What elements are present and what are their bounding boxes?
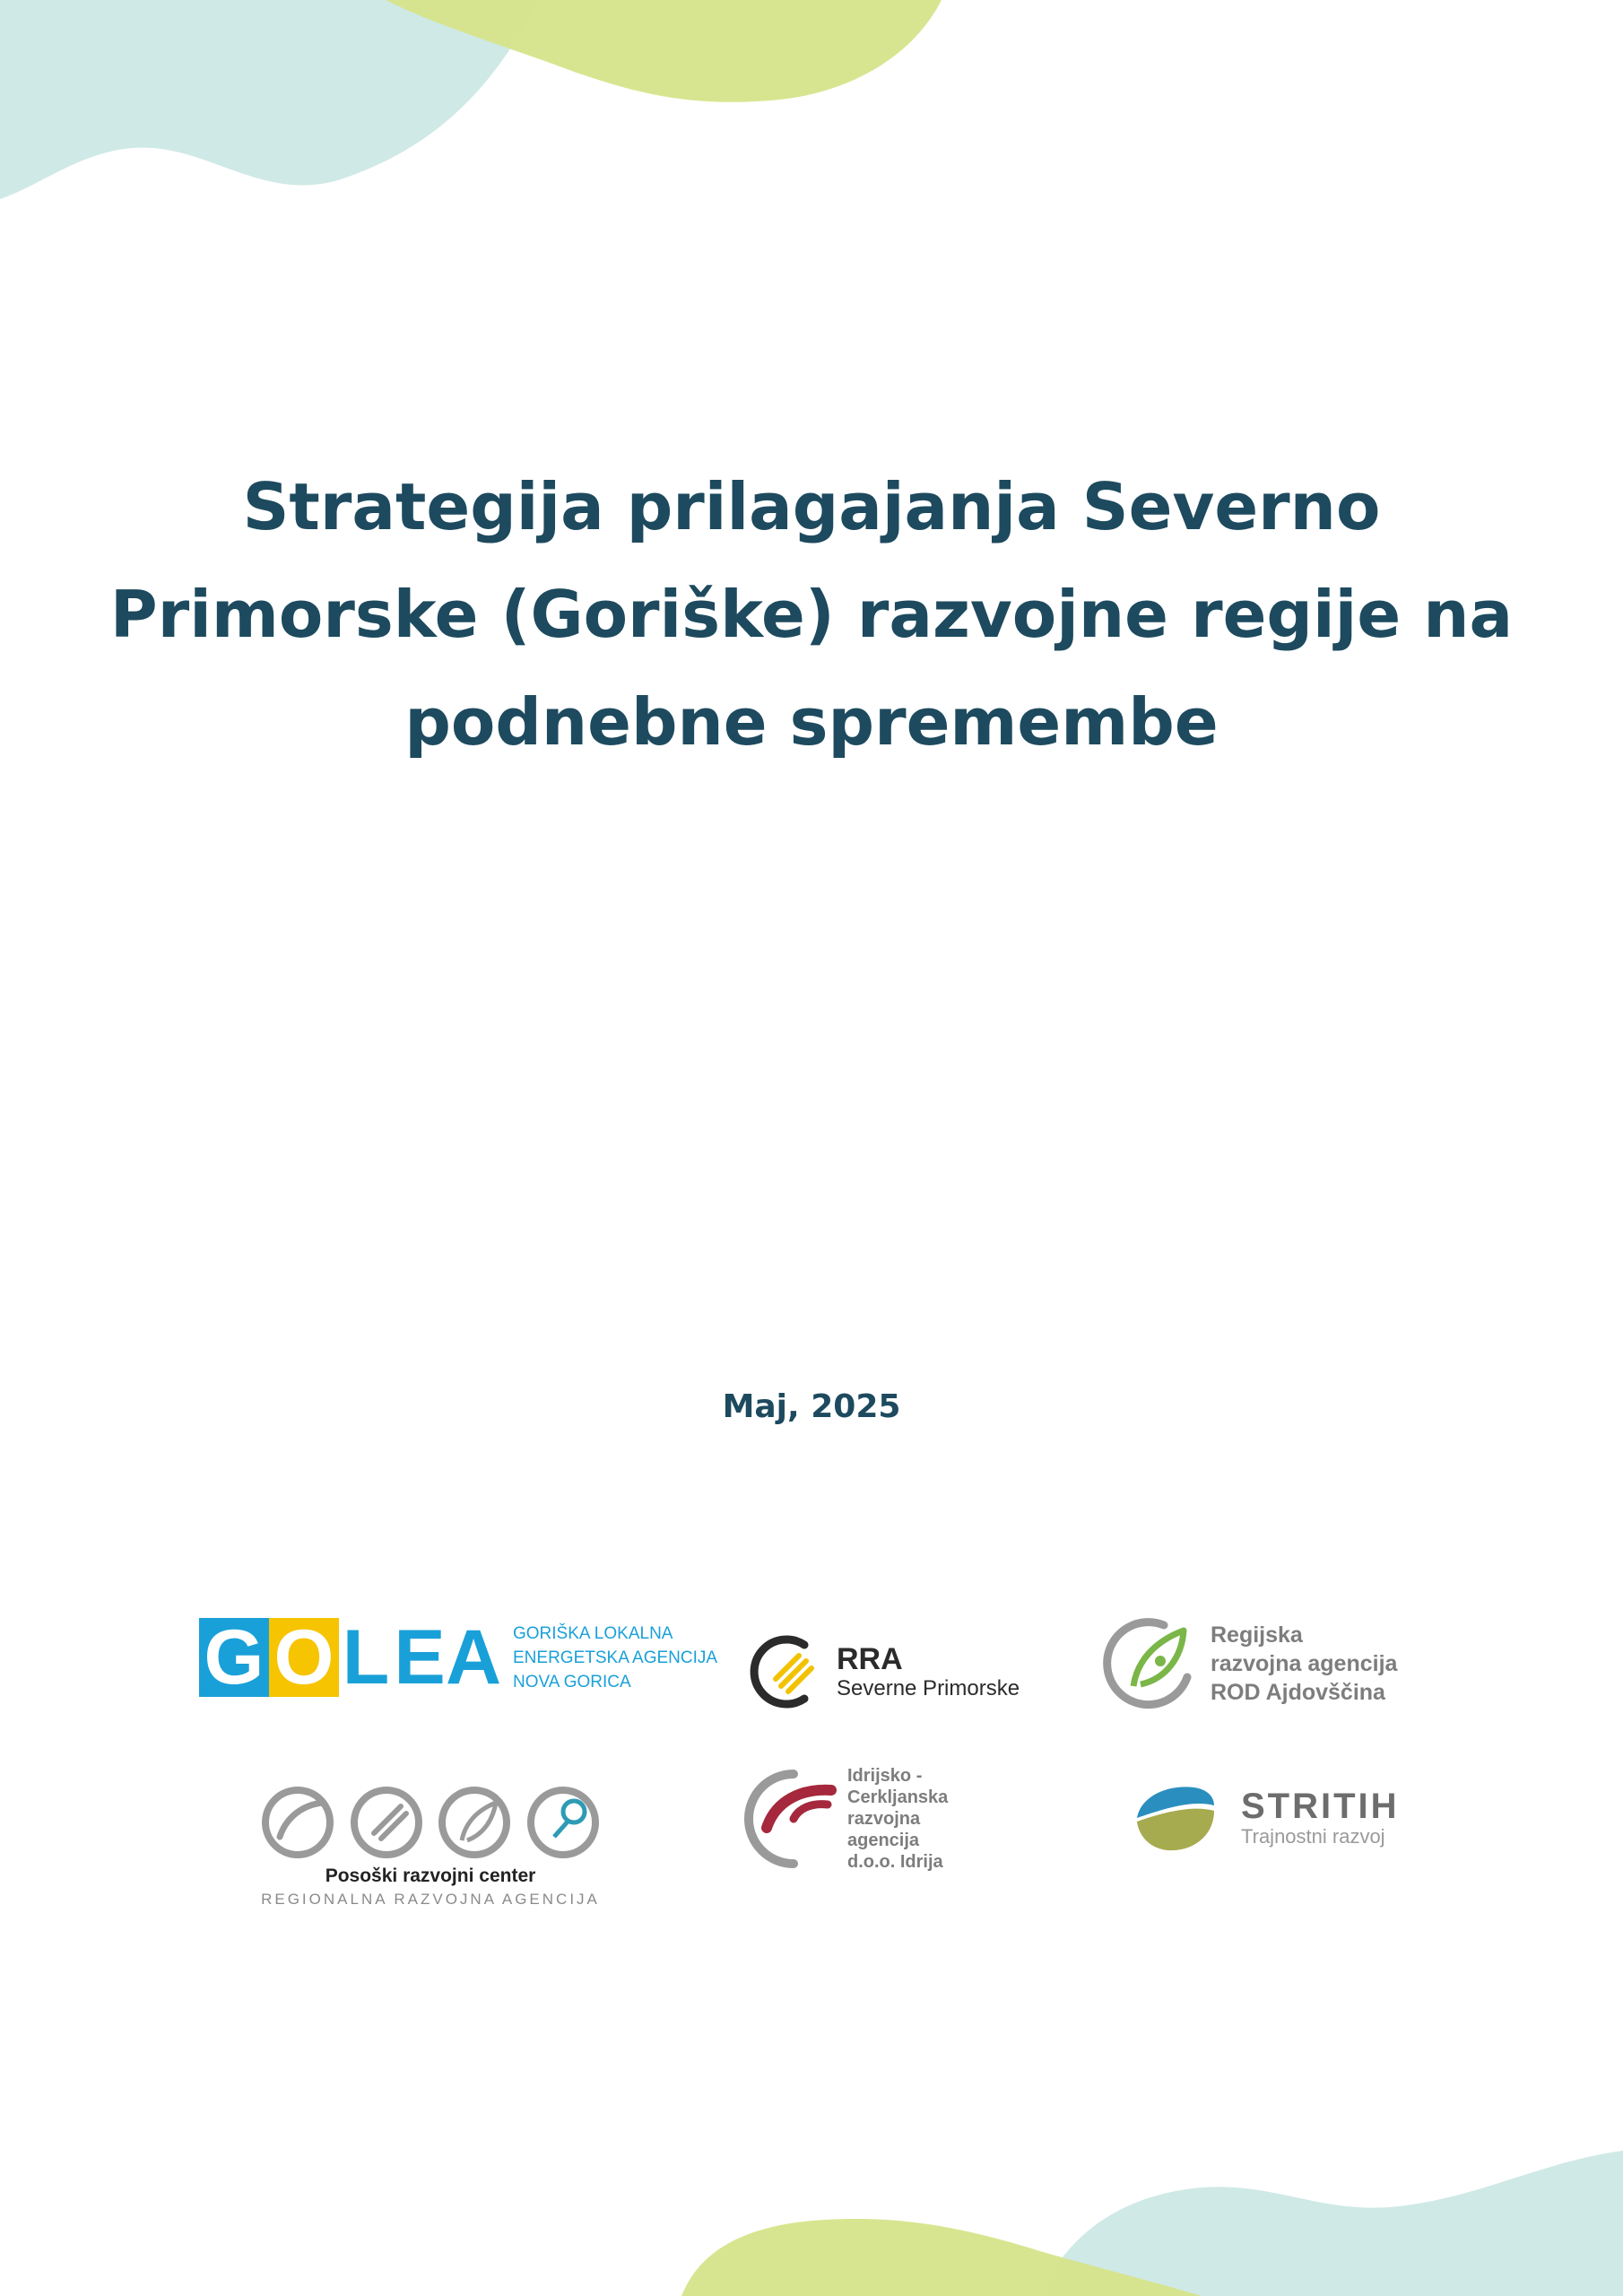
golea-sub-line-2: ENERGETSKA AGENCIJA [513,1648,718,1667]
rod-logo [1101,1614,1397,1713]
idrija-line-2: Cerkljanska [847,1787,949,1807]
stritih-text [1241,1787,1400,1848]
rod-line-3: ROD Ajdovščina [1211,1680,1385,1705]
idrija-line-4: agencija [847,1831,920,1850]
stritih-subtitle: Trajnostni razvoj [1241,1825,1385,1848]
golea-letter-l: L [342,1614,390,1700]
golea-letter-a: A [445,1614,502,1700]
rra-emblem-icon [749,1632,828,1711]
document-title [0,453,1623,776]
bottom-wave-decoration [0,2117,1623,2296]
document-date: Maj, 2025 [722,1388,901,1425]
pososki-emblem-2-icon [349,1785,424,1860]
golea-letter-g: G [199,1618,269,1697]
golea-logo [199,1616,717,1699]
top-wave-decoration [0,0,986,206]
rra-subtitle: Severne Primorske [837,1676,1020,1700]
golea-letter-e: E [394,1614,446,1700]
golea-sub-line-3: NOVA GORICA [513,1672,631,1692]
bottom-teal-wave [1040,2151,1623,2296]
stritih-emblem-icon [1132,1780,1218,1856]
stritih-name: STRITIH [1241,1787,1400,1826]
rra-text [837,1642,1020,1701]
golea-subtitle [513,1622,717,1694]
pososki-logo [260,1785,601,1909]
title-line-3: podnebne spremembe [404,684,1219,760]
pososki-emblem-4-icon [525,1785,601,1860]
idrija-emblem-icon [731,1765,838,1873]
rra-name: RRA [837,1642,903,1676]
title-line-2: Primorske (Goriške) razvojne regije na [109,577,1514,652]
rod-text [1211,1621,1397,1707]
pososki-emblem-3-icon [437,1785,512,1860]
pososki-emblems [260,1785,601,1860]
golea-wordmark [199,1614,502,1700]
title-line-1: Strategija prilagajanja Severno [242,469,1381,544]
idrija-line-1: Idrijsko - [847,1766,923,1786]
idrija-text [847,1765,948,1873]
stritih-logo [1132,1780,1400,1856]
pososki-name: Posoški razvojni center [325,1866,536,1886]
rod-line-1: Regijska [1211,1622,1303,1648]
rod-leaf-emblem-icon [1101,1614,1200,1713]
rra-logo [749,1632,1020,1711]
golea-letter-o: O [269,1618,339,1697]
pososki-subtitle: REGIONALNA RAZVOJNA AGENCIJA [261,1891,600,1908]
idrija-line-3: razvojna [847,1809,921,1829]
rod-line-2: razvojna agencija [1211,1651,1398,1676]
pososki-emblem-1-icon [260,1785,335,1860]
idrija-line-5: d.o.o. Idrija [847,1852,943,1872]
golea-sub-line-1: GORIŠKA LOKALNA [513,1623,673,1643]
idrija-logo [731,1765,948,1873]
